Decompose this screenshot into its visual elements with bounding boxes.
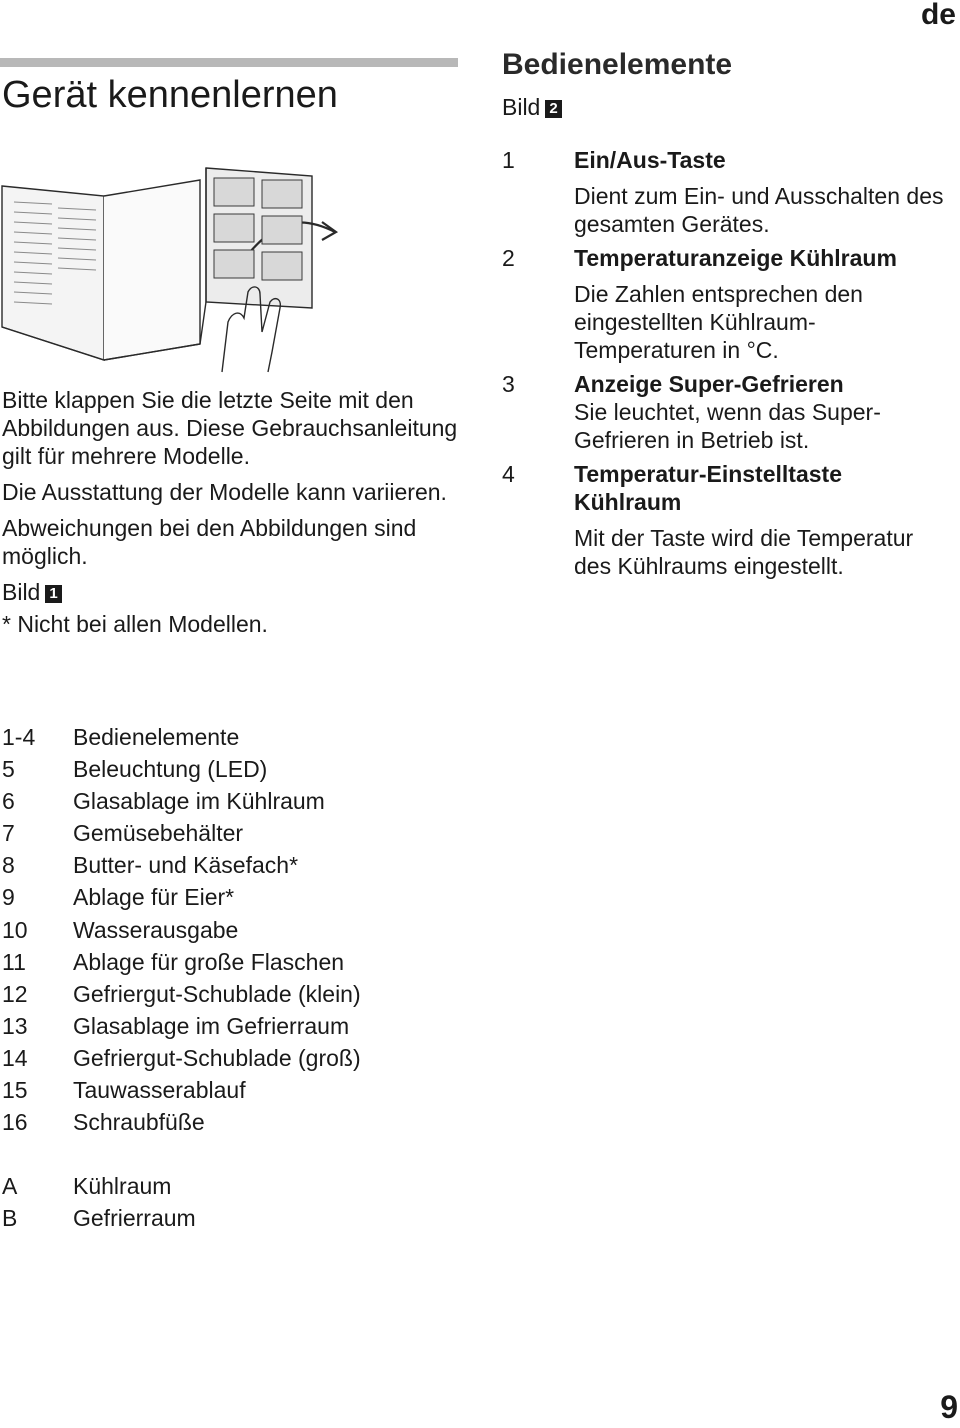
list-item xyxy=(2,1173,462,1205)
control-label: Temperatur-Einstelltaste Kühlraum xyxy=(574,461,842,515)
list-item xyxy=(2,884,462,916)
control-number: 1 xyxy=(502,147,515,173)
item-label: Gefrierraum xyxy=(73,1205,196,1232)
item-label: Kühlraum xyxy=(73,1173,172,1199)
section-rule xyxy=(0,58,458,67)
control-label: Ein/Aus-Taste xyxy=(574,147,726,173)
item-number: 6 xyxy=(2,788,15,815)
item-label: Bedienelemente xyxy=(73,724,240,750)
list-item xyxy=(2,917,462,949)
item-label: Gefriergut-Schublade (klein) xyxy=(73,980,361,1007)
item-label: Gemüsebehälter xyxy=(73,820,244,847)
item-number: A xyxy=(2,1173,18,1199)
control-description: Sie leuchtet, wenn das Super-Gefrieren in Betrieb ist. xyxy=(574,399,881,453)
intro-paragraph: Die Ausstattung der Modelle kann variieren. xyxy=(2,479,447,505)
page-number: 9 xyxy=(940,1389,958,1425)
item-number: 9 xyxy=(2,884,15,911)
controls-list xyxy=(502,146,954,586)
figure-number-badge: 1 xyxy=(45,585,61,603)
item-number: 7 xyxy=(2,820,15,847)
item-label: Ablage für Eier* xyxy=(73,884,235,911)
figure-label: Bild xyxy=(502,94,541,120)
item-number: 15 xyxy=(2,1077,28,1104)
control-number: 2 xyxy=(502,245,515,271)
list-item xyxy=(2,852,462,884)
parts-legend xyxy=(2,724,462,1141)
list-item xyxy=(2,1109,462,1141)
figure-reference xyxy=(502,94,562,121)
control-label: Anzeige Super-Gefrieren xyxy=(574,371,844,397)
intro-text xyxy=(2,386,462,646)
intro-paragraph: Abweichungen bei den Abbildungen sind möglich. xyxy=(2,515,417,569)
control-description: Mit der Taste wird die Temperatur des Kühlraums eingestellt. xyxy=(574,525,914,579)
item-label: Glasablage im Kühlraum xyxy=(73,788,325,815)
item-number: 14 xyxy=(2,1044,28,1071)
control-number: 3 xyxy=(502,371,515,397)
item-number: 16 xyxy=(2,1109,28,1136)
list-item xyxy=(2,949,462,981)
list-item xyxy=(2,1013,462,1045)
list-item xyxy=(2,820,462,852)
control-number: 4 xyxy=(502,461,515,487)
item-label: Gefriergut-Schublade (groß) xyxy=(73,1044,361,1071)
item-number: 1-4 xyxy=(2,724,36,750)
item-number: 8 xyxy=(2,852,15,879)
control-item xyxy=(502,244,954,364)
control-item xyxy=(502,146,954,238)
item-number: 11 xyxy=(2,948,26,975)
section-heading: Bedienelemente xyxy=(502,48,733,81)
figure-number-badge: 2 xyxy=(545,100,561,118)
item-label: Glasablage im Gefrierraum xyxy=(73,1012,350,1039)
footnote: * Nicht bei allen Modellen. xyxy=(2,611,268,637)
intro-paragraph: Bitte klappen Sie die letzte Seite mit den Abbildungen aus. Diese Gebrauchsanleitung gilt für mehrere Modelle. xyxy=(2,387,458,469)
list-item xyxy=(2,1205,462,1237)
list-item xyxy=(2,756,462,788)
item-label: Ablage für große Flaschen xyxy=(73,948,345,975)
item-number: B xyxy=(2,1205,18,1232)
list-item xyxy=(2,1077,462,1109)
control-label: Temperaturanzeige Kühlraum xyxy=(574,245,897,271)
list-item xyxy=(2,788,462,820)
control-description: Dient zum Ein- und Ausschalten des gesamten Gerätes. xyxy=(574,183,944,237)
list-item xyxy=(2,981,462,1013)
list-item xyxy=(2,724,462,756)
control-description: Die Zahlen entsprechen den eingestellten Kühlraum-Temperaturen in °C. xyxy=(574,281,863,363)
item-number: 13 xyxy=(2,1012,28,1039)
item-number: 5 xyxy=(2,756,15,783)
control-item xyxy=(502,370,954,454)
figure-label: Bild xyxy=(2,579,41,605)
language-tag: de xyxy=(920,0,956,31)
item-label: Schraubfüße xyxy=(73,1109,205,1136)
list-item xyxy=(2,1045,462,1077)
item-label: Beleuchtung (LED) xyxy=(73,756,268,783)
zones-legend xyxy=(2,1173,462,1237)
figure-reference xyxy=(2,578,462,606)
page-title: Gerät kennenlernen xyxy=(2,74,338,116)
item-number: 10 xyxy=(2,916,28,943)
control-item xyxy=(502,460,954,580)
item-label: Butter- und Käsefach* xyxy=(73,852,299,879)
item-label: Tauwasserablauf xyxy=(73,1077,246,1104)
fold-out-manual-illustration xyxy=(0,162,345,377)
item-number: 12 xyxy=(2,980,28,1007)
item-label: Wasserausgabe xyxy=(73,916,239,943)
